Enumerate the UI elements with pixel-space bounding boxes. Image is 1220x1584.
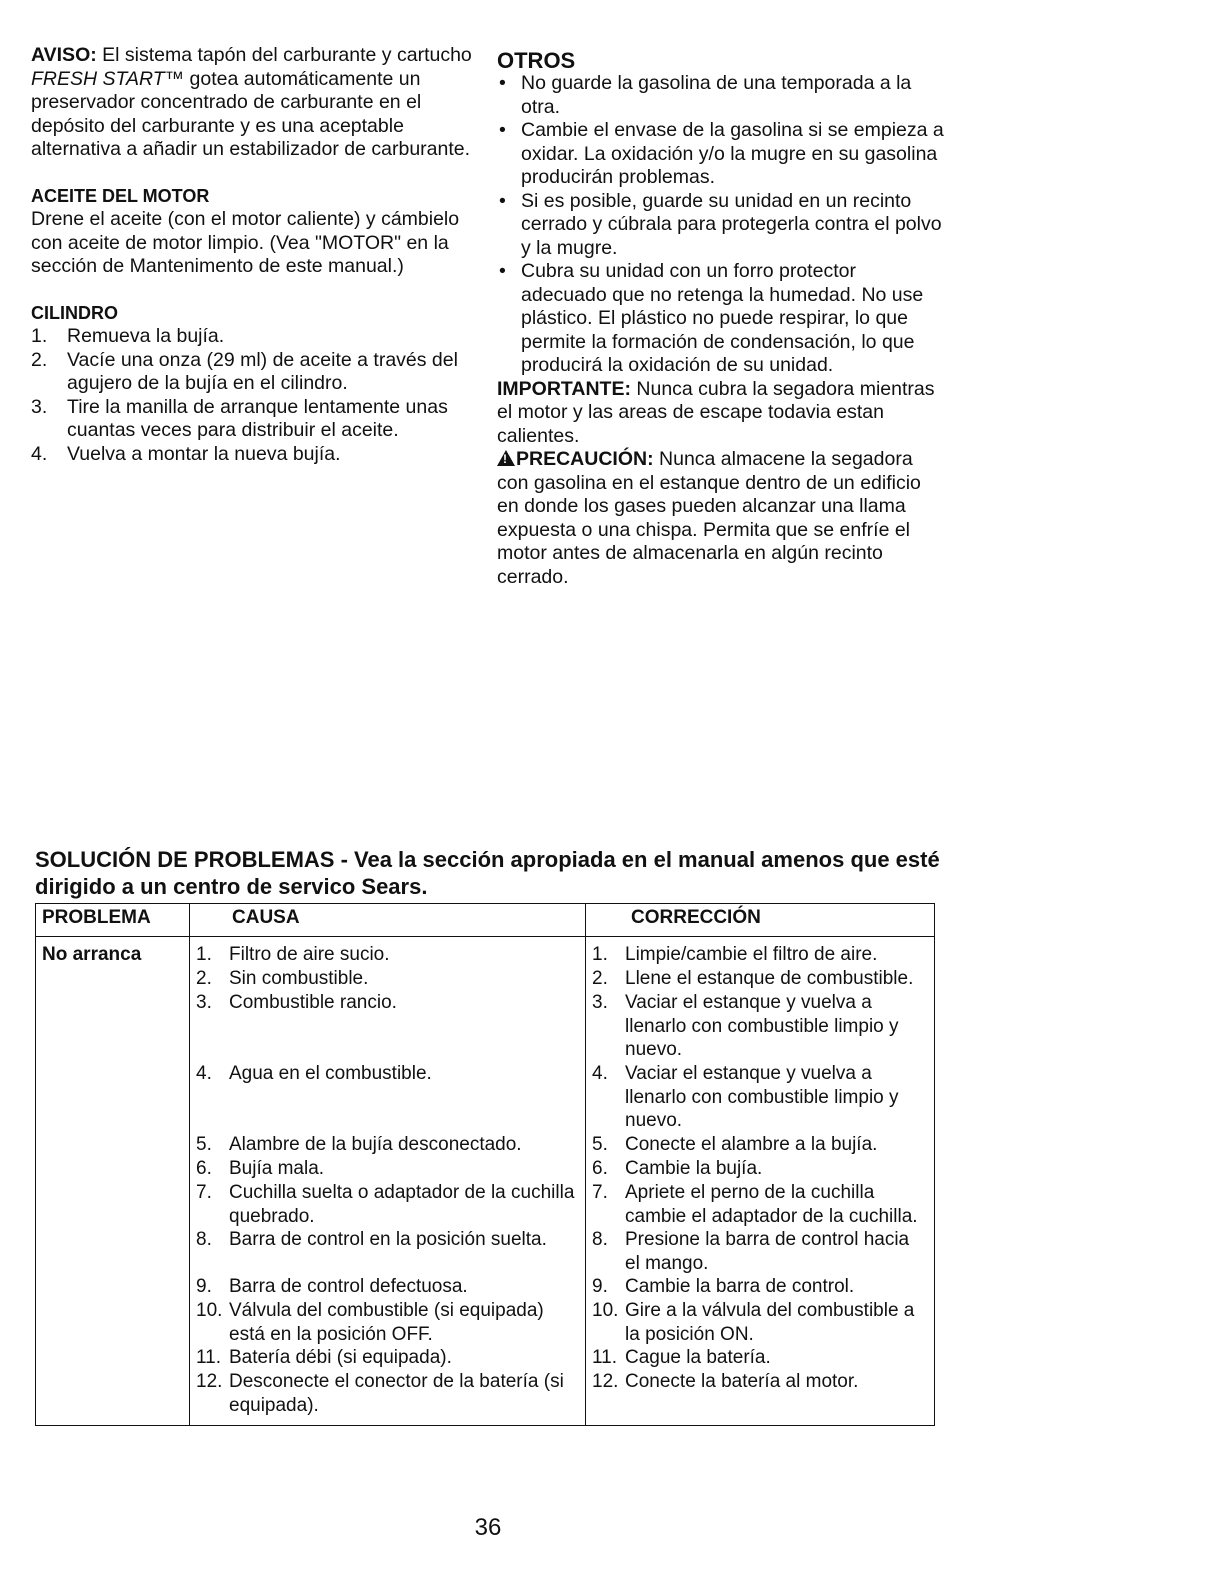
causa-item: 9. Barra de control defectuosa.: [196, 1276, 468, 1297]
warning-icon: [497, 450, 515, 466]
importante-label: IMPORTANTE:: [497, 377, 631, 400]
otros-heading: OTROS: [497, 48, 576, 73]
aceite-text: Drene el aceite (con el motor caliente) y cámbielo con aceite de motor limpio. (Vea "MOTOR" en la sección de Mantenimento de este manual.): [31, 208, 460, 277]
causa-cell: [190, 937, 586, 1426]
correccion-item: 11. Cague la batería.: [592, 1347, 771, 1368]
correccion-item: 7. Apriete el perno de la cuchilla cambie el adaptador de la cuchilla.: [592, 1182, 918, 1227]
aviso-paragraph: [31, 44, 486, 162]
correccion-item: 1. Limpie/cambie el filtro de aire.: [592, 944, 878, 965]
correccion-item: 6. Cambie la bujía.: [592, 1158, 763, 1179]
list-item: • Cubra su unidad con un forro protector adecuado que no retenga la humedad. No use plástico. El plástico no puede respirar, lo que permite la formación de condensación, lo que producirá la oxidación de su unidad.: [499, 260, 924, 376]
page-number: 36: [474, 1514, 502, 1541]
list-item: • Cambie el envase de la gasolina si se empieza a oxidar. La oxidación y/o la mugre en su gasolina producirán problemas.: [499, 119, 944, 188]
correccion-item: 12. Conecte la batería al motor.: [592, 1371, 859, 1392]
aceite-heading: ACEITE DEL MOTOR: [31, 185, 210, 206]
list-item: • Si es posible, guarde su unidad en un recinto cerrado y cúbrala para protegerla contra el polvo y la mugre.: [499, 189, 942, 259]
causa-item: 4. Agua en el combustible.: [196, 1063, 432, 1084]
list-item: 2. Vacíe una onza (29 ml) de aceite a través del agujero de la bujía en el cilindro.: [31, 348, 458, 394]
correccion-item: 10. Gire a la válvula del combustible a la posición ON.: [592, 1300, 915, 1345]
causa-item: 8. Barra de control en la posición suelta.: [196, 1229, 547, 1250]
causa-item: 12. Desconecte el conector de la batería (si equipada).: [196, 1371, 564, 1416]
header-problema: PROBLEMA: [36, 904, 190, 937]
causa-item: 10. Válvula del combustible (si equipada) está en la posición OFF.: [196, 1300, 544, 1345]
table-header-row: [36, 904, 935, 937]
list-item: 1. Remueva la bujía.: [31, 325, 225, 347]
correccion-cell: [586, 937, 935, 1426]
correccion-item: 9. Cambie la barra de control.: [592, 1276, 855, 1297]
causa-item: 3. Combustible rancio.: [196, 992, 397, 1013]
importante-paragraph: [497, 378, 947, 449]
causa-item: 6. Bujía mala.: [196, 1158, 325, 1179]
otros-list: [497, 72, 947, 378]
list-item: 3. Tire la manilla de arranque lentamente unas cuantas veces para distribuir el aceite.: [31, 395, 448, 441]
list-item: 4. Vuelva a montar la nueva bujía.: [31, 442, 341, 465]
cilindro-heading: CILINDRO: [31, 302, 118, 323]
correccion-item: 5. Conecte el alambre a la bujía.: [592, 1134, 878, 1155]
aviso-text-pre: El sistema tapón del carburante y cartucho: [96, 44, 472, 66]
causa-item: 1. Filtro de aire sucio.: [196, 944, 390, 965]
precaucion-label: PRECAUCIÓN:: [516, 448, 654, 470]
causa-item: 7. Cuchilla suelta o adaptador de la cuchilla quebrado.: [196, 1182, 575, 1227]
causa-item: 2. Sin combustible.: [196, 968, 369, 989]
causa-item: 5. Alambre de la bujía desconectado.: [196, 1134, 522, 1155]
correccion-item: 4. Vaciar el estanque y vuelva a llenarlo con combustible limpio y nuevo.: [592, 1063, 899, 1131]
precaucion-text: Nunca almacene la segadora con gasolina en el estanque dentro de un edificio en donde los gases pueden alcanzar una llama expuesta o una chispa. Permita que se enfríe el motor antes de almacenarla en algún recinto cerrado.: [497, 448, 921, 588]
aviso-label: AVISO:: [31, 44, 97, 66]
importante-text: Nunca cubra la segadora mientras el motor y las areas de escape todavia estan calientes.: [497, 377, 935, 447]
problem-cell: No arranca: [36, 937, 190, 1426]
correccion-item: 8. Presione la barra de control hacia el mango.: [592, 1229, 910, 1274]
correccion-item: 2. Llene el estanque de combustible.: [592, 968, 914, 989]
troubleshooting-table: [35, 903, 935, 1426]
header-correccion: CORRECCIÓN: [586, 904, 935, 937]
aviso-text-post: gotea automáticamente un preservador concentrado de carburante en el depósito del carburante y es una aceptable alternativa a añadir un estabilizador de carburante.: [31, 67, 471, 160]
troubleshooting-title: SOLUCIÓN DE PROBLEMAS - Vea la sección apropiada en el manual amenos que esté dirigido a un centro de servico Sears.: [35, 847, 940, 899]
list-item: • No guarde la gasolina de una temporada a la otra.: [499, 72, 912, 118]
left-column: [31, 44, 486, 466]
correccion-item: 3. Vaciar el estanque y vuelva a llenarlo con combustible limpio y nuevo.: [592, 992, 899, 1060]
right-column: [497, 50, 947, 589]
aviso-brand: FRESH START™: [31, 67, 185, 90]
header-causa: CAUSA: [190, 904, 586, 937]
causa-item: 11. Batería débi (si equipada).: [196, 1347, 452, 1368]
table-row: [36, 937, 935, 1426]
cilindro-list: [31, 325, 486, 466]
precaucion-paragraph: [497, 448, 947, 589]
